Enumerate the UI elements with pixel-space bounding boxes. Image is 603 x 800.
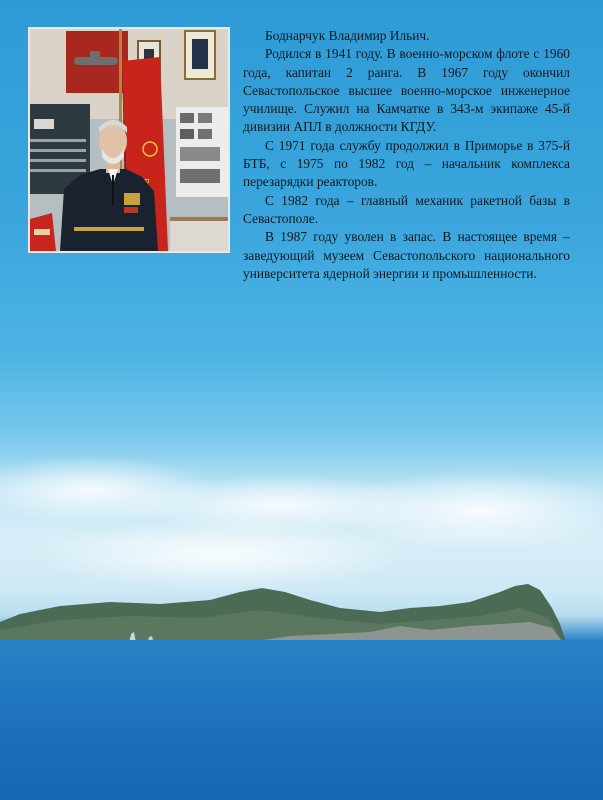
bio-paragraph: С 1971 года службу продолжил в Приморье в 375-й БТБ, с 1975 по 1982 год – начальник комплекса перезарядки реакторов. <box>243 137 570 190</box>
sea <box>0 640 603 800</box>
bio-paragraph: В 1987 году уволен в запас. В настоящее время – заведующий музеем Севастопольского национального университета ядерной энергии и промышленности. <box>243 229 570 281</box>
person-name: Боднарчук Владимир Ильич. <box>265 28 430 43</box>
portrait-photo <box>28 27 230 253</box>
portrait-illustration <box>30 29 228 251</box>
biography-text <box>243 27 570 283</box>
bio-paragraph: Родился в 1941 году. В военно-морском флоте с 1960 года, капитан 2 ранга. В 1967 году окончил Севастопольское высшее военно-морское инженерное училище. Служил на Камчатке в 343-м экипаже 45-й дивизии АПЛ в должности КГДУ. <box>243 46 570 135</box>
bio-paragraph: С 1982 года – главный механик ракетной базы в Севастополе. <box>243 192 570 226</box>
